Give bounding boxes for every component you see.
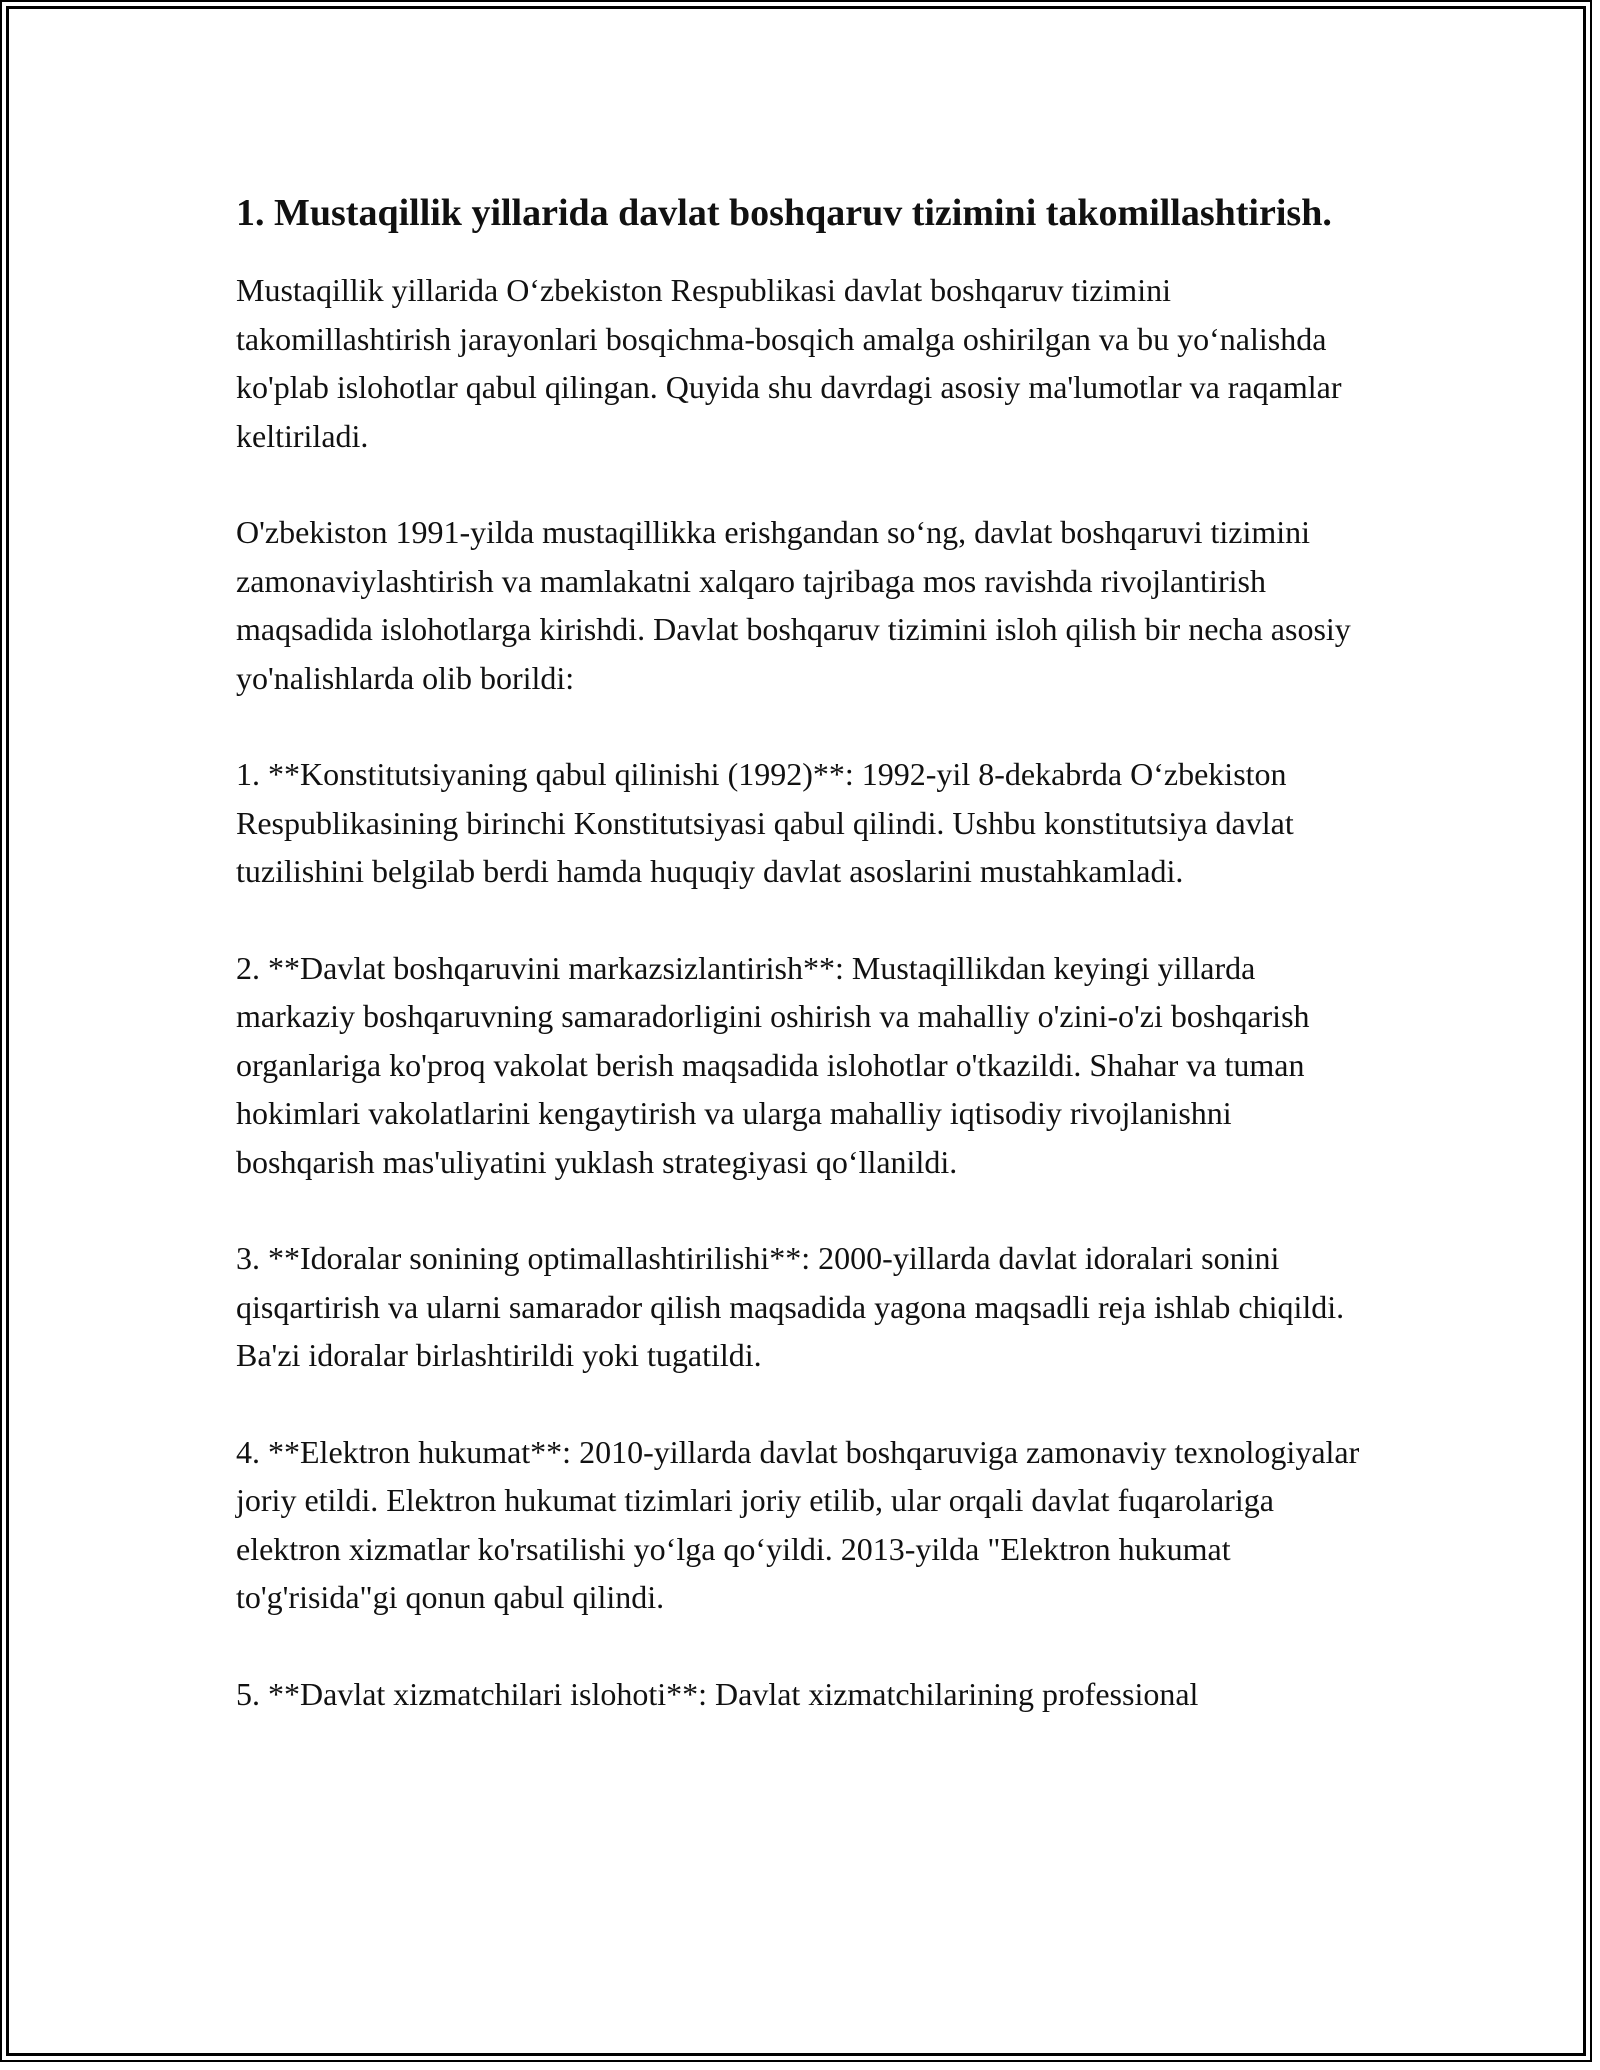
list-item-e-government: 4. **Elektron hukumat**: 2010-yillarda davlat boshqaruviga zamonaviy texnologiyalar joriy etildi. Elektron hukumat tizimlari joriy etilib, ular orqali davlat fuqarolariga elektron xizmatlar ko'rsatilishi yo‘lga qo‘yildi. 2013-yilda "Elektron hukumat to'g'risida"gi qonun qabul qilindi. (236, 1433, 1360, 1615)
list-item-decentralization: 2. **Davlat boshqaruvini markazsizlantirish**: Mustaqillikdan keyingi yillarda markaziy boshqaruvning samaradorligini oshirish va mahalliy o'zini-o'zi boshqarish organlariga ko'proq vakolat berish maqsadida islohotlar o'tkazildi. Shahar va tuman hokimlari vakolatlarini kengaytirish va ularga mahalliy iqtisodiy rivojlanishni boshqarish mas'uliyatini yuklash strategiyasi qo‘llanildi. (236, 949, 1310, 1180)
list-item-civil-service: 5. **Davlat xizmatchilari islohoti**: Davlat xizmatchilarining professional (236, 1675, 1199, 1712)
paragraph-background: O'zbekiston 1991-yilda mustaqillikka erishgandan so‘ng, davlat boshqaruvi tizimini zamonaviylashtirish va mamlakatni xalqaro tajribaga mos ravishda rivojlantirish maqsadida islohotlarga kirishdi. Davlat boshqaruv tizimini isloh qilish bir necha asosiy yo'nalishlarda olib borildi: (236, 514, 1351, 696)
list-item-optimization: 3. **Idoralar sonining optimallashtirilishi**: 2000-yillarda davlat idoralari sonini qisqartirish va ularni samarador qilish maqsadida yagona maqsadli reja ishlab chiqildi. Ba'zi idoralar birlashtirildi yoki tugatildi. (236, 1240, 1345, 1373)
document-body (236, 186, 1376, 1766)
paragraph-intro: Mustaqillik yillarida O‘zbekiston Respublikasi davlat boshqaruv tizimini takomillashtirish jarayonlari bosqichma-bosqich amalga oshirilgan va bu yo‘nalishda ko'plab islohotlar qabul qilingan. Quyida shu davrdagi asosiy ma'lumotlar va raqamlar keltiriladi. (236, 272, 1342, 454)
list-item-constitution: 1. **Konstitutsiyaning qabul qilinishi (1992)**: 1992-yil 8-dekabrda O‘zbekiston Respublikasining birinchi Konstitutsiyasi qabul qilindi. Ushbu konstitutsiya davlat tuzilishini belgilab berdi hamda huquqiy davlat asoslarini mustahkamladi. (236, 756, 1294, 889)
section-heading: 1. Mustaqillik yillarida davlat boshqaruv tizimini takomillashtirish. (236, 192, 1332, 234)
